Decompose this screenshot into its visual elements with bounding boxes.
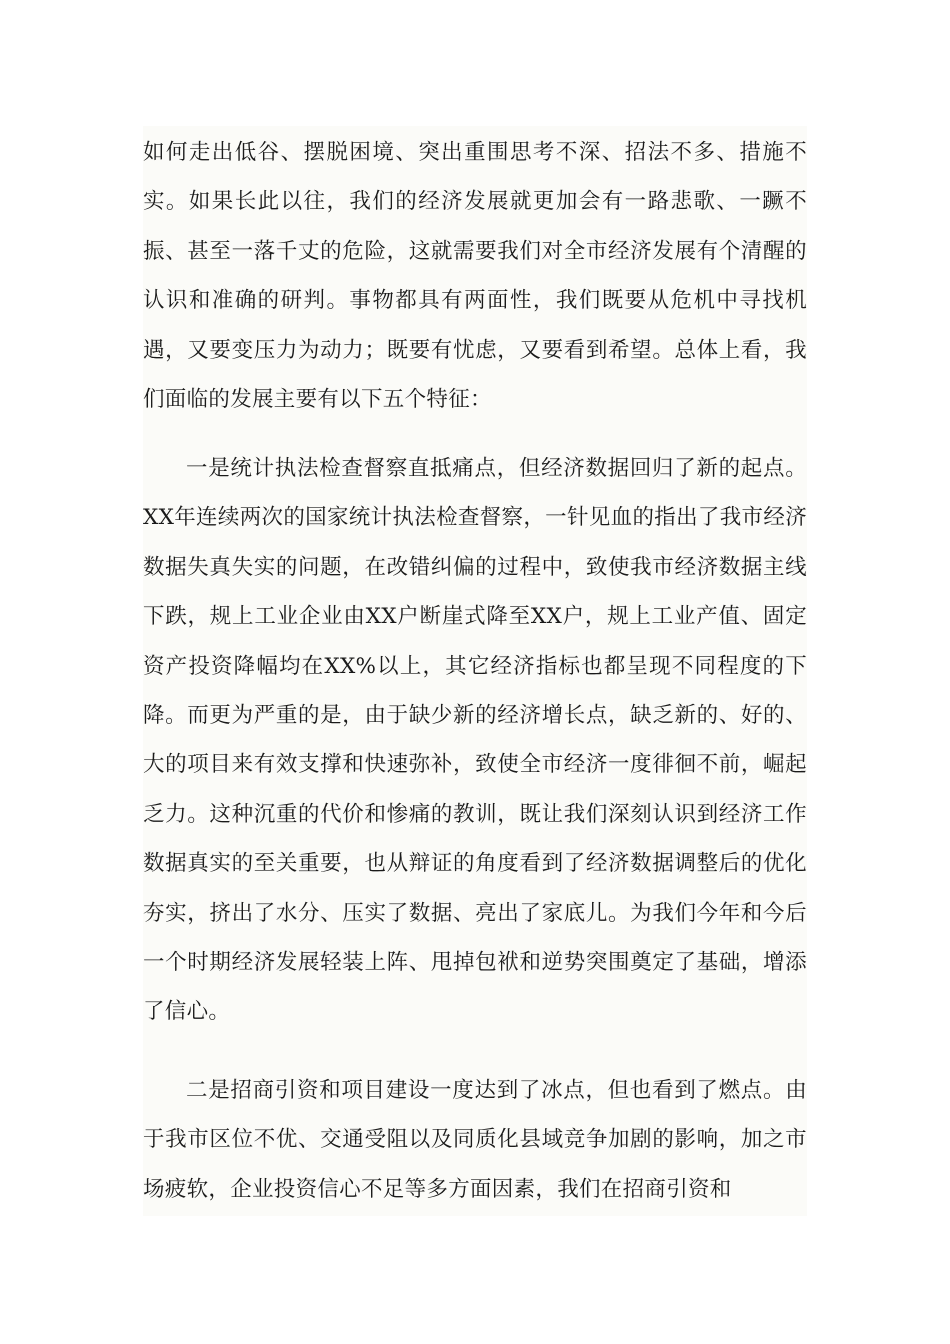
paragraph-1: 如何走出低谷、摆脱困境、突出重围思考不深、招法不多、措施不实。如果长此以往，我们的经济发展就更加会有一路悲歌、一蹶不振、甚至一落千丈的危险，这就需要我们对全市经济发展有个清醒的认识和准确的研判。事物都具有两面性，我们既要从危机中寻找机遇，又要变压力为动力；既要有忧虑，又要看到希望。总体上看，我们面临的发展主要有以下五个特征： <box>143 140 807 413</box>
paragraph-2: 一是统计执法检查督察直抵痛点，但经济数据回归了新的起点。XX年连续两次的国家统计执法检查督察，一针见血的指出了我市经济数据失真失实的问题，在改错纠偏的过程中，致使我市经济数据主线下跌，规上工业企业由XX户断崖式降至XX户，规上工业产值、固定资产投资降幅均在XX%以上，其它经济指标也都呈现不同程度的下降。而更为严重的是，由于缺少新的经济增长点，缺乏新的、好的、大的项目来有效支撑和快速弥补，致使全市经济一度徘徊不前，崛起乏力。这种沉重的代价和惨痛的教训，既让我们深刻认识到经济工作数据真实的至关重要，也从辩证的角度看到了经济数据调整后的优化夯实，挤出了水分、压实了数据、亮出了家底儿。为我们今年和今后一个时期经济发展轻装上阵、甩掉包袱和逆势突围奠定了基础，增添了信心。 <box>143 456 807 1025</box>
paragraph-3: 二是招商引资和项目建设一度达到了冰点，但也看到了燃点。由于我市区位不优、交通受阻以及同质化县域竞争加剧的影响，加之市场疲软，企业投资信心不足等多方面因素，我们在招商引资和 <box>143 1078 807 1202</box>
